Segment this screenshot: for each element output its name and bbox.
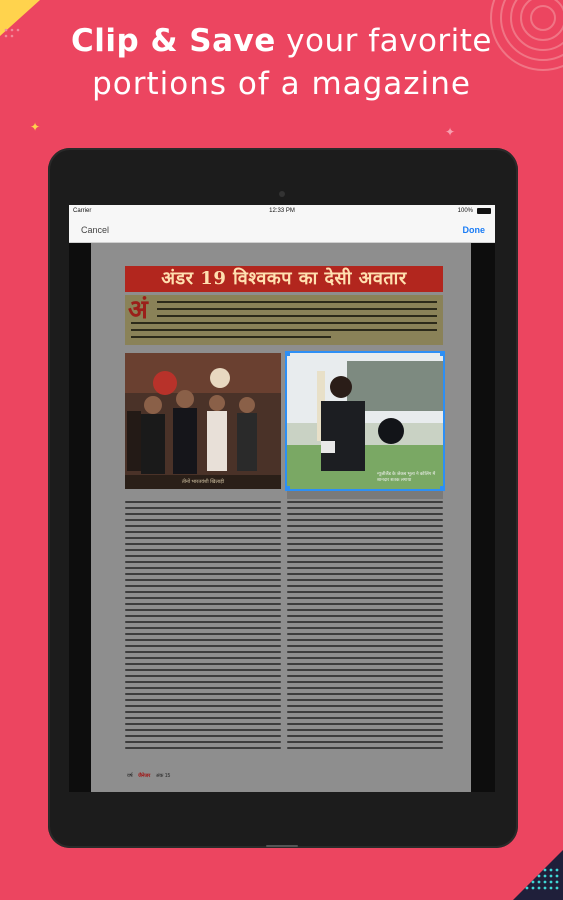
footer-issue: अंक 15 [155,773,171,779]
cancel-button[interactable]: Cancel [81,225,110,235]
article-intro [125,295,443,345]
photo-right-caption: न्यूजीलैंड के जेकब भूला ने कोलिंग में शानदार शतक लगाया [377,471,436,482]
done-button[interactable]: Done [462,225,485,235]
crop-handle-top-left[interactable] [287,353,290,356]
crop-handle-bottom-left[interactable] [287,486,290,489]
footer-magazine-name: जैनेजर [138,773,151,779]
battery-percent: 100% [457,208,473,214]
crop-mask-right [471,243,495,792]
crop-mask-left [69,243,91,792]
status-time: 12:33 PM [269,208,295,214]
magazine-page[interactable] [91,243,471,792]
crop-handle-bottom-right[interactable] [440,486,443,489]
app-screen [69,205,495,792]
sparkle-icon: ✦ [445,125,456,139]
article-title: अंडर 19 विश्वकप का देसी अवतार [125,266,443,292]
photo-left-caption: तीनों भारतवंशी खिलाड़ी [125,475,281,489]
headline-bold: Clip & Save [70,23,276,59]
nav-bar [69,218,495,243]
carrier-label: Carrier [73,208,92,214]
page-footer [125,773,443,783]
photo-people-illustration [125,353,281,489]
selected-clip-photo[interactable] [287,353,443,489]
photo-caption-strip [287,491,443,499]
crop-handle-top-right[interactable] [440,353,443,356]
photo-cricketer-illustration [287,353,443,489]
drop-cap: अं [128,295,148,325]
headline-line2: portions of a magazine [92,66,471,102]
battery-icon [477,208,491,214]
headline-rest: your favorite [286,23,493,59]
status-bar [69,205,495,218]
article-column-left [125,501,281,763]
sparkle-icon: ✦ [30,120,41,134]
photo-team-players[interactable] [125,353,281,489]
footer-left: वर्ष [127,773,133,779]
promo-headline [0,20,563,106]
article-column-right [287,501,443,763]
tablet-camera [279,191,285,197]
intro-text-lines [125,295,443,345]
tablet-home-indicator [266,845,298,847]
